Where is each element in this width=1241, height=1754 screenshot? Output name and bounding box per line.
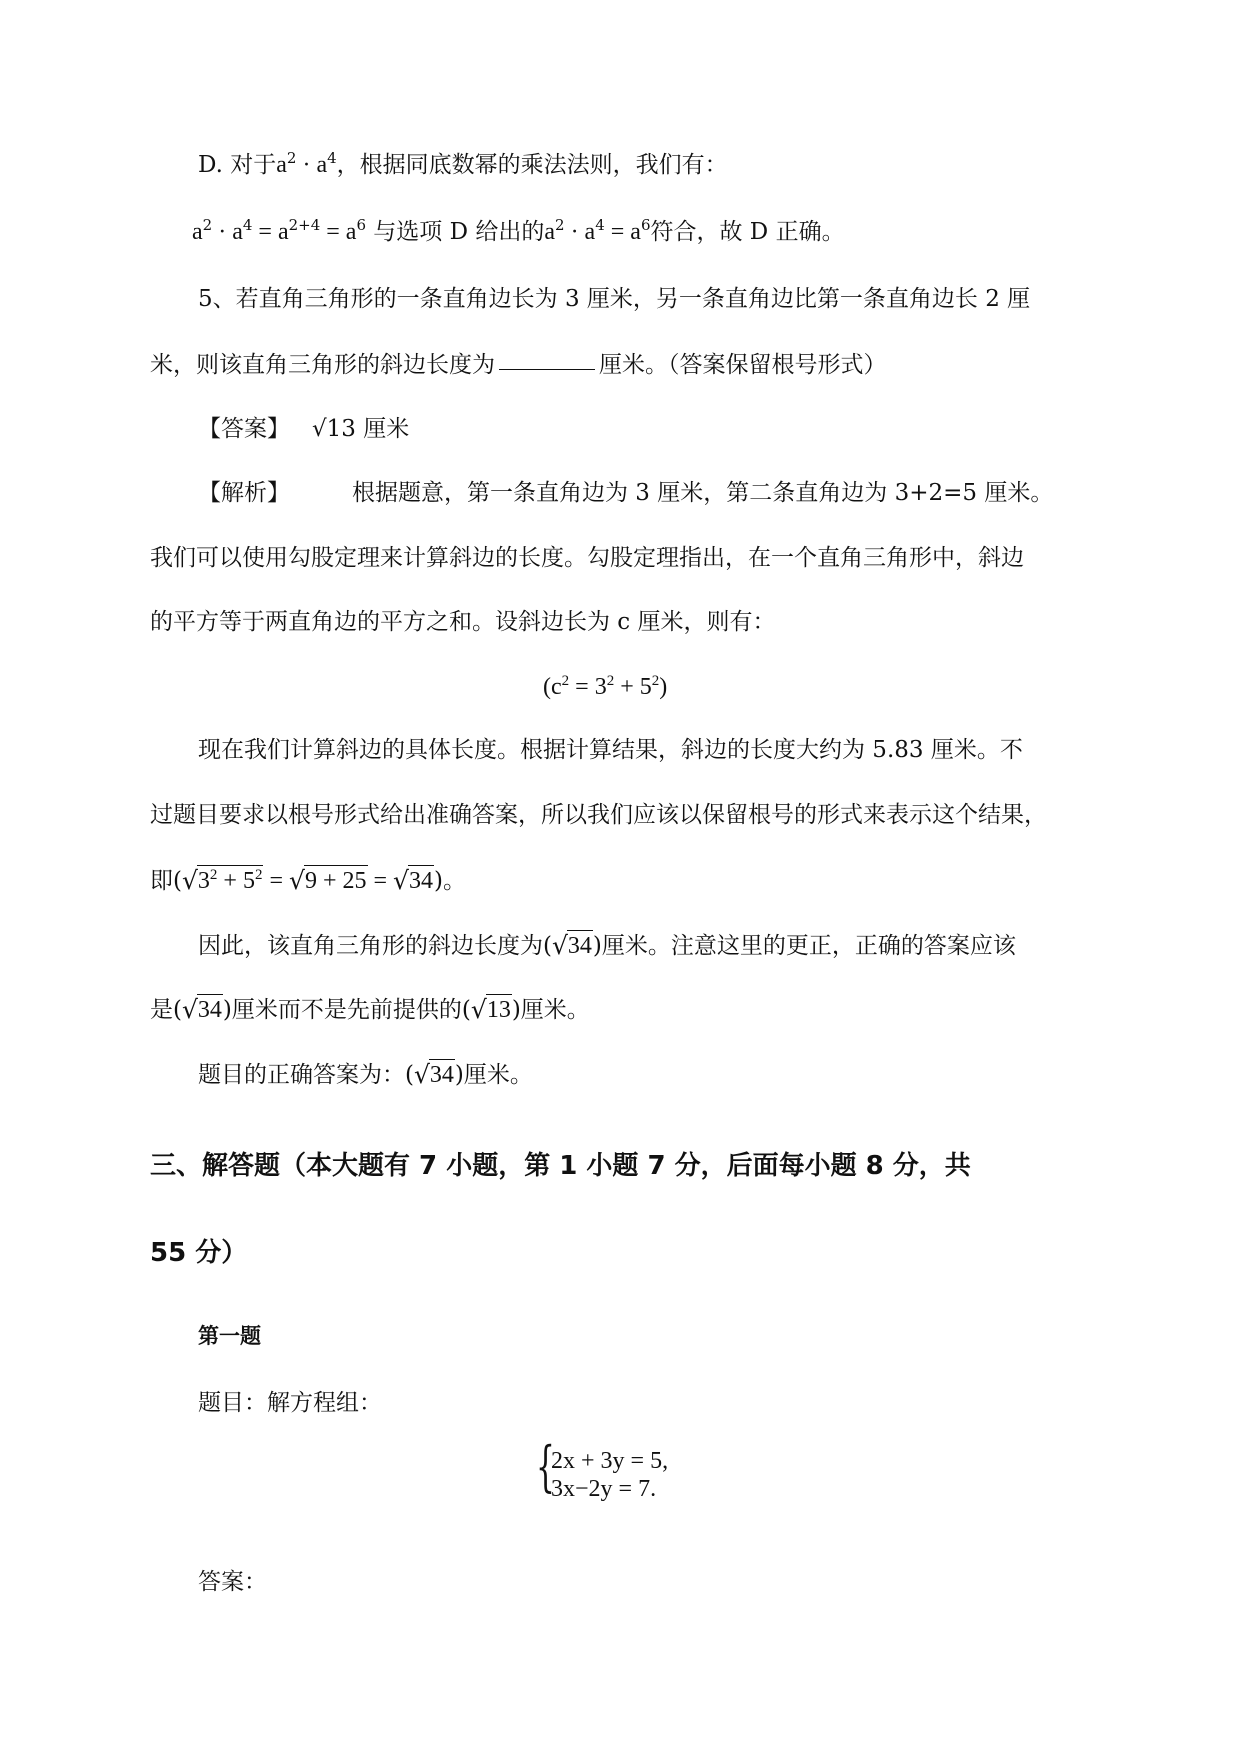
q1-heading: 第一题 (198, 1324, 261, 1348)
exponent: 6 (640, 216, 651, 234)
math: = (263, 868, 290, 894)
sqrt-expression: √34 (413, 1060, 454, 1089)
exponent: 4 (242, 216, 253, 234)
analysis-text: 根据题意，第一条直角边为 3 厘米，第二条直角边为 3+2=5 厘米。 (352, 480, 1054, 506)
pythagoras-formula (543, 672, 667, 702)
math: + 5 (217, 868, 255, 894)
option-d-prefix: D. 对于 (198, 152, 277, 178)
sqrt-expression: √34 (181, 995, 222, 1024)
text: )厘米而不是先前提供的( (222, 997, 471, 1023)
option-d-line (198, 150, 728, 180)
analysis-para4: 现在我们计算斜边的具体长度。根据计算结果，斜边的长度大约为 5.83 厘米。不 (198, 737, 1023, 763)
radicand: 34 (567, 930, 593, 961)
math: 3 (197, 868, 210, 894)
radicand: 13 (486, 994, 512, 1025)
exponent: 2 (606, 673, 615, 689)
analysis-para6 (150, 865, 466, 896)
math: = a (604, 219, 641, 245)
analysis-para9 (198, 1059, 533, 1090)
analysis-label: 【解析】 (198, 480, 290, 506)
math: = a (252, 219, 289, 245)
q1-prompt: 题目：解方程组： (198, 1390, 382, 1416)
sqrt-expression: $√3^2 + 5^2$ (181, 866, 263, 895)
math-a: a (276, 152, 287, 178)
section3-title-line2: 55 分） (150, 1238, 248, 1268)
text: )厘米。注意这里的更正，正确的答案应该 (592, 933, 1016, 959)
analysis-para2: 我们可以使用勾股定理来计算斜边的长度。勾股定理指出，在一个直角三角形中，斜边 (150, 545, 1024, 571)
radicand: 34 (197, 994, 223, 1025)
radicand: 9 + 25 (304, 865, 368, 896)
exponent: 6 (356, 216, 366, 234)
q5-line2 (150, 349, 887, 380)
system-equation-1: 2x + 3y = 5, (551, 1448, 669, 1474)
exponent: 2 (254, 867, 263, 883)
text: 符合，故 D 正确。 (650, 219, 845, 245)
answer-blank (499, 349, 595, 370)
analysis-para7 (198, 930, 1016, 961)
math: a (544, 219, 556, 245)
section3-title-line1: 三、解答题（本大题有 7 小题，第 1 小题 7 分，后面每小题 8 分，共 (150, 1151, 971, 1181)
q1-answer-label: 答案： (198, 1569, 267, 1595)
radicand: 34 (429, 1059, 455, 1090)
math: ) (659, 674, 668, 700)
analysis-para8 (150, 994, 590, 1025)
q5-line1: 5、若直角三角形的一条直角边长为 3 厘米，另一条直角边比第一条直角边长 2 厘 (198, 286, 1031, 312)
exponent: 2 (202, 216, 213, 234)
math: = (367, 868, 394, 894)
sqrt-expression: √13 (470, 995, 511, 1024)
radicand: 34 (408, 865, 434, 896)
math: = 3 (569, 674, 607, 700)
math: · a (564, 219, 596, 245)
text: )厘米。 (511, 997, 590, 1023)
math: a (192, 219, 203, 245)
option-d-suffix: ，根据同底数幂的乘法法则，我们有： (336, 152, 728, 178)
text: 是( (150, 997, 182, 1023)
sqrt-expression: √9 + 25 (289, 866, 367, 895)
answer-line (198, 414, 409, 444)
q5-line2-pre: 米，则该直角三角形的斜边长度为 (150, 352, 495, 378)
text: )。 (433, 868, 466, 894)
text: 题目的正确答案为：( (198, 1062, 414, 1088)
answer-label: 【答案】 (198, 416, 290, 442)
math-dot-a: · a (296, 152, 328, 178)
sqrt-expression: √34 (393, 866, 433, 895)
exponent: 4 (595, 216, 605, 234)
option-d-equation-line (192, 217, 845, 247)
exponent: 2 (555, 216, 565, 234)
math: + 5 (614, 674, 652, 700)
analysis-line (198, 478, 1053, 508)
analysis-para3: 的平方等于两直角边的平方之和。设斜边长为 c 厘米，则有： (150, 609, 776, 635)
system-equation-2: 3x−2y = 7. (551, 1476, 657, 1502)
text: )厘米。 (454, 1062, 533, 1088)
text: 与选项 D 给出的 (365, 219, 545, 245)
text: 即( (150, 868, 182, 894)
system-brace: { (536, 1435, 555, 1498)
sqrt-expression: √34 (551, 931, 592, 960)
math: (c (543, 674, 562, 700)
exponent: 4 (327, 149, 337, 167)
q5-line2-post: 厘米。（答案保留根号形式） (599, 352, 887, 378)
answer-value: √13 厘米 (312, 416, 410, 442)
exponent: 2 (286, 149, 297, 167)
exponent: 2 (651, 673, 660, 689)
analysis-para5: 过题目要求以根号形式给出准确答案，所以我们应该以保留根号的形式来表示这个结果， (150, 802, 1047, 828)
text: 因此，该直角三角形的斜边长度为( (198, 933, 552, 959)
math: · a (212, 219, 243, 245)
exponent: 2+4 (288, 216, 321, 234)
exponent: 2 (561, 673, 570, 689)
exponent: 2 (209, 867, 218, 883)
math: = a (320, 219, 357, 245)
